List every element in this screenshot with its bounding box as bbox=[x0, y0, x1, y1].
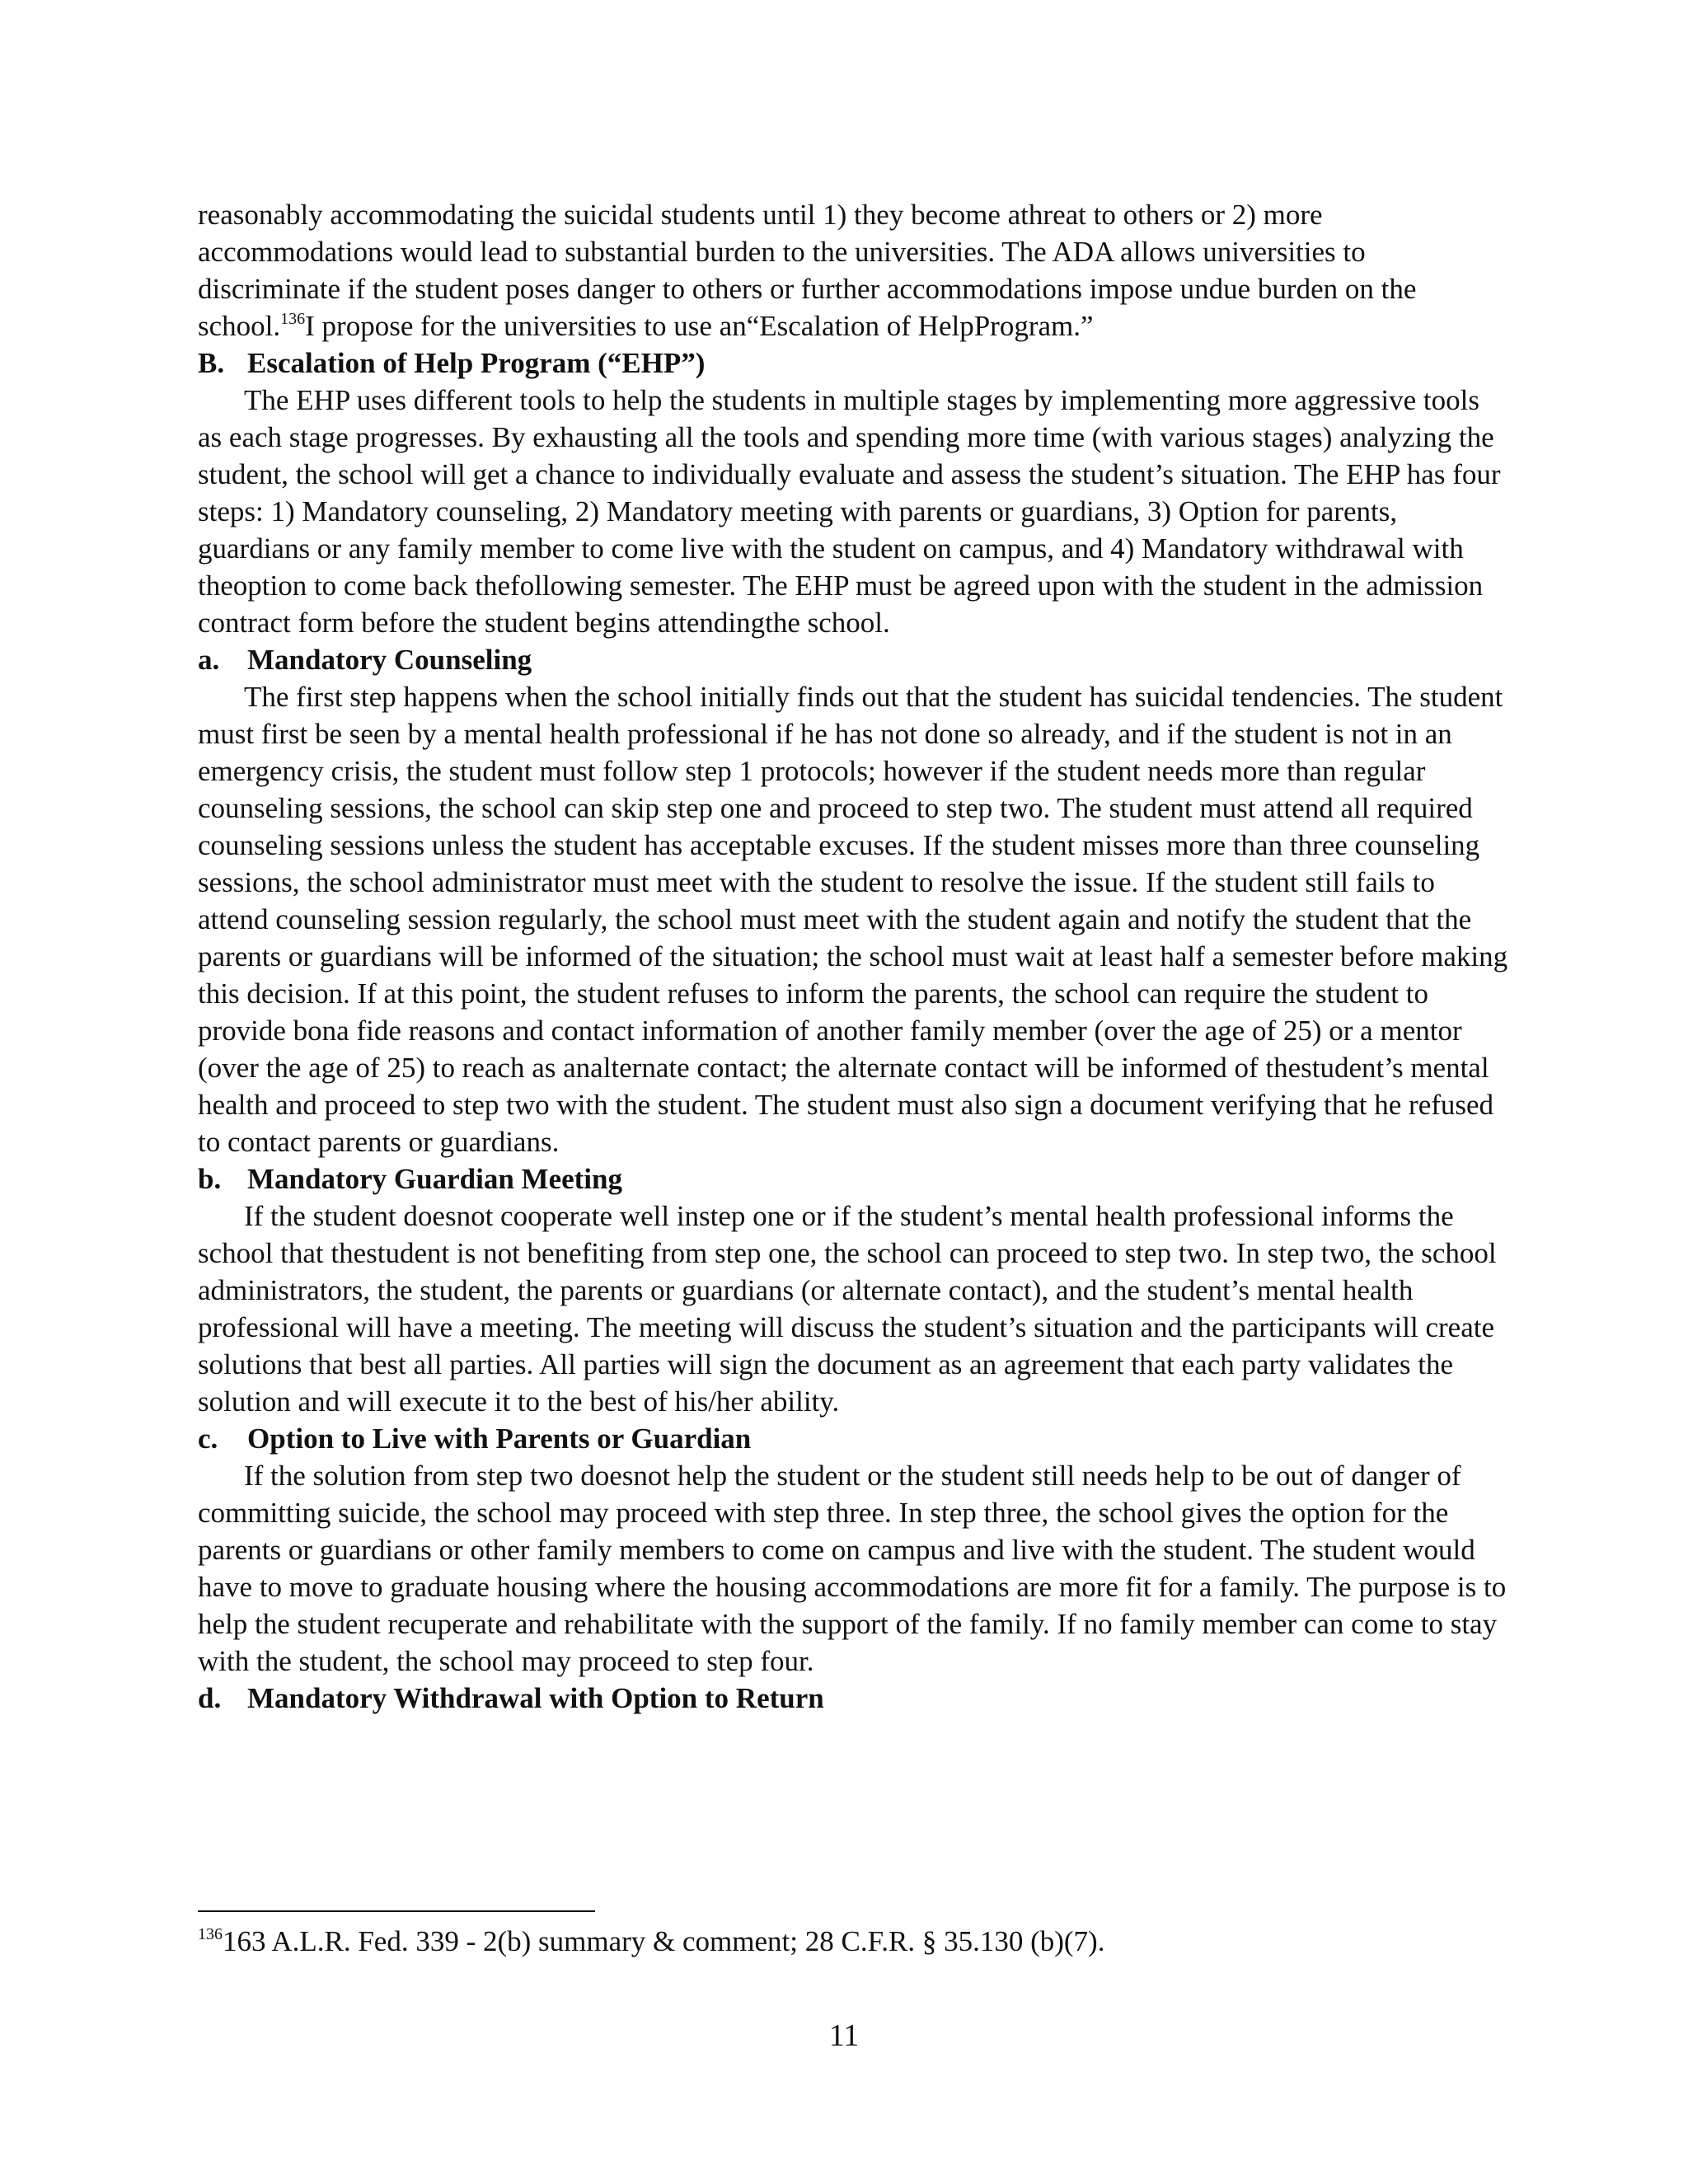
section-title: Mandatory Guardian Meeting bbox=[247, 1163, 622, 1195]
footnote-text: 163 A.L.R. Fed. 339 - 2(b) summary & comment; 28 C.F.R. § 35.130 (b)(7). bbox=[223, 1925, 1105, 1957]
section-title: Mandatory Counseling bbox=[247, 644, 532, 676]
footnote bbox=[198, 1924, 1508, 1960]
section-body-b-sub: If the student doesnot cooperate well instep one or if the student’s mental health professional informs the school that thestudent is not benefiting from step one, the school can proceed to step two. In step two, the school administrators, the student, the parents or guardians (or alternate contact), and the student’s mental health professional will have a meeting. The meeting will discuss the student’s situation and the participants will create solutions that best all parties. All parties will sign the document as an agreement that each party validates the solution and will execute it to the best of his/her ability. bbox=[198, 1200, 1497, 1418]
footnote-divider bbox=[198, 1910, 595, 1912]
section-title: Option to Live with Parents or Guardian bbox=[247, 1422, 752, 1455]
footnote-reference[interactable]: 136 bbox=[280, 310, 306, 328]
section-body-a: The first step happens when the school initially finds out that the student has suicidal tendencies. The student must first be seen by a mental health professional if he has not done so already, and if the student is not in an emergency crisis, the student must follow step 1 protocols; however if the student needs more than regular counseling sessions, the school can skip step one and proceed to step two. The student must attend all required counseling sessions unless the student has acceptable excuses. If the student misses more than three counseling sessions, the school administrator must meet with the student to resolve the issue. If the student still fails to attend counseling session regularly, the school must meet with the student again and notify the student that the parents or guardians will be informed of the situation; the school must wait at least half a semester before making this decision. If at this point, the student refuses to inform the parents, the school can require the student to provide bona fide reasons and contact information of another family member (over the age of 25) or a mentor (over the age of 25) to reach as analternate contact; the alternate contact will be informed of thestudent’s mental health and proceed to step two with the student. The student must also sign a document verifying that he refused to contact parents or guardians. bbox=[198, 681, 1508, 1158]
section-heading-a bbox=[198, 641, 1508, 678]
section-heading-b bbox=[198, 344, 1508, 382]
paragraph-text: I propose for the universities to use an“Escalation of HelpProgram.” bbox=[305, 310, 1094, 342]
section-label: c. bbox=[198, 1422, 218, 1455]
body-text bbox=[198, 196, 1508, 1717]
paragraph-intro bbox=[198, 196, 1508, 344]
section-body-c: If the solution from step two doesnot help the student or the student still needs help to be out of danger of committing suicide, the school may proceed with step three. In step three, the school gives the option for the parents or guardians or other family members to come on campus and live with the student. The student would have to move to graduate housing where the housing accommodations are more fit for a family. The purpose is to help the student recuperate and rehabilitate with the support of the family. If no family member can come to stay with the student, the school may proceed to step four. bbox=[198, 1460, 1507, 1677]
section-heading-c bbox=[198, 1420, 1508, 1457]
section-label: B. bbox=[198, 347, 225, 379]
section-label: b. bbox=[198, 1163, 222, 1195]
section-heading-b-sub bbox=[198, 1160, 1508, 1197]
paragraph-text: reasonably accommodating the suicidal students until 1) they become athreat to others or 2) more accommodations would lead to substantial burden to the universities. The ADA allows universities to discriminate if the student poses danger to others or further accommodations impose undue burden on the school. bbox=[198, 199, 1417, 342]
section-heading-d bbox=[198, 1680, 1508, 1717]
section-body-b: The EHP uses different tools to help the students in multiple stages by implementing more aggressive tools as each stage progresses. By exhausting all the tools and spending more time (with various stages) analyzing the student, the school will get a chance to individually evaluate and assess the student’s situation. The EHP has four steps: 1) Mandatory counseling, 2) Mandatory meeting with parents or guardians, 3) Option for parents, guardians or any family member to come live with the student on campus, and 4) Mandatory withdrawal with theoption to come back thefollowing semester. The EHP must be agreed upon with the student in the admission contract form before the student begins attendingthe school. bbox=[198, 384, 1501, 639]
section-title: Mandatory Withdrawal with Option to Return bbox=[247, 1682, 824, 1714]
footnote-number: 136 bbox=[198, 1925, 223, 1943]
section-title: Escalation of Help Program (“EHP”) bbox=[247, 347, 706, 379]
page-number: 11 bbox=[828, 2018, 860, 2053]
section-label: d. bbox=[198, 1682, 222, 1714]
section-label: a. bbox=[198, 644, 220, 676]
